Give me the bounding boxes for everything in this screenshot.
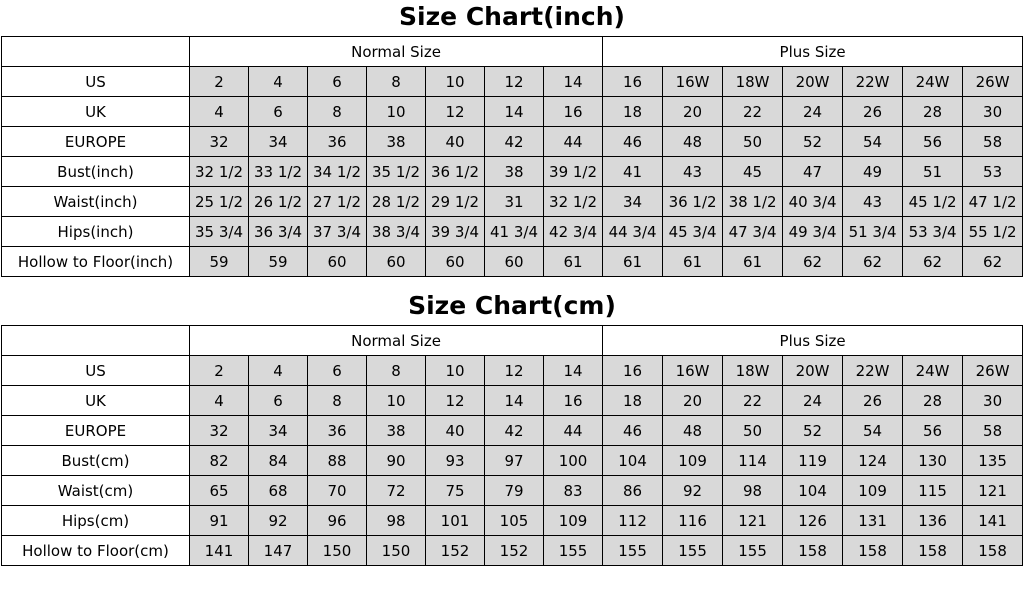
row-label: EUROPE <box>2 127 190 157</box>
cell: 12 <box>485 356 544 386</box>
cell: 36 <box>308 416 367 446</box>
table-row <box>2 386 1023 416</box>
cell: 30 <box>963 97 1023 127</box>
cell: 24W <box>903 356 963 386</box>
cell: 6 <box>249 97 308 127</box>
cell: 4 <box>249 356 308 386</box>
group-header-plus: Plus Size <box>603 326 1023 356</box>
cell: 62 <box>783 247 843 277</box>
cell: 14 <box>485 386 544 416</box>
table-row <box>2 97 1023 127</box>
cell: 16W <box>663 67 723 97</box>
cell: 54 <box>843 127 903 157</box>
cell: 93 <box>426 446 485 476</box>
cell: 61 <box>663 247 723 277</box>
row-label: Hollow to Floor(cm) <box>2 536 190 566</box>
cell: 20 <box>663 97 723 127</box>
cell: 155 <box>723 536 783 566</box>
cell: 112 <box>603 506 663 536</box>
cell: 45 <box>723 157 783 187</box>
cell: 51 <box>903 157 963 187</box>
cell: 26 <box>843 97 903 127</box>
cell: 36 1/2 <box>426 157 485 187</box>
cell: 52 <box>783 127 843 157</box>
cell: 46 <box>603 127 663 157</box>
cell: 18 <box>603 386 663 416</box>
cell: 38 <box>367 416 426 446</box>
cell: 6 <box>308 67 367 97</box>
cell: 60 <box>485 247 544 277</box>
row-label: Hollow to Floor(inch) <box>2 247 190 277</box>
cell: 92 <box>249 506 308 536</box>
cell: 59 <box>190 247 249 277</box>
cell: 61 <box>723 247 783 277</box>
cell: 84 <box>249 446 308 476</box>
cell: 38 1/2 <box>723 187 783 217</box>
cell: 28 <box>903 386 963 416</box>
cell: 62 <box>903 247 963 277</box>
row-label: Waist(cm) <box>2 476 190 506</box>
cell: 41 <box>603 157 663 187</box>
row-label: US <box>2 67 190 97</box>
cell: 35 1/2 <box>367 157 426 187</box>
table-row <box>2 506 1023 536</box>
size-table-cm <box>1 325 1023 566</box>
cell: 32 1/2 <box>190 157 249 187</box>
corner-cell <box>2 37 190 67</box>
cell: 131 <box>843 506 903 536</box>
table-row <box>2 157 1023 187</box>
cell: 16W <box>663 356 723 386</box>
cell: 126 <box>783 506 843 536</box>
cell: 44 <box>544 416 603 446</box>
row-label: Waist(inch) <box>2 187 190 217</box>
cell: 92 <box>663 476 723 506</box>
cell: 58 <box>963 416 1023 446</box>
cell: 104 <box>783 476 843 506</box>
cell: 91 <box>190 506 249 536</box>
cell: 39 1/2 <box>544 157 603 187</box>
cell: 38 3/4 <box>367 217 426 247</box>
cell: 32 <box>190 127 249 157</box>
cell: 28 <box>903 97 963 127</box>
cell: 55 1/2 <box>963 217 1023 247</box>
cell: 43 <box>843 187 903 217</box>
cell: 83 <box>544 476 603 506</box>
cell: 4 <box>249 67 308 97</box>
cell: 109 <box>843 476 903 506</box>
cell: 10 <box>426 356 485 386</box>
cell: 60 <box>426 247 485 277</box>
cell: 22W <box>843 356 903 386</box>
cell: 45 3/4 <box>663 217 723 247</box>
cell: 24W <box>903 67 963 97</box>
table-row-group-header <box>2 37 1023 67</box>
row-label: UK <box>2 97 190 127</box>
cell: 27 1/2 <box>308 187 367 217</box>
cell: 61 <box>603 247 663 277</box>
size-chart-cm-block <box>0 289 1024 566</box>
cell: 96 <box>308 506 367 536</box>
cell: 12 <box>426 386 485 416</box>
cell: 2 <box>190 67 249 97</box>
cell: 72 <box>367 476 426 506</box>
cell: 14 <box>544 356 603 386</box>
cell: 61 <box>544 247 603 277</box>
cell: 105 <box>485 506 544 536</box>
cell: 50 <box>723 416 783 446</box>
table-row <box>2 217 1023 247</box>
row-label: Bust(cm) <box>2 446 190 476</box>
cell: 42 <box>485 127 544 157</box>
cell: 8 <box>308 97 367 127</box>
cell: 12 <box>485 67 544 97</box>
size-table-inch <box>1 36 1023 277</box>
cell: 152 <box>426 536 485 566</box>
cell: 34 <box>249 127 308 157</box>
cell: 79 <box>485 476 544 506</box>
cell: 26W <box>963 67 1023 97</box>
cell: 14 <box>485 97 544 127</box>
cell: 51 3/4 <box>843 217 903 247</box>
table-row <box>2 356 1023 386</box>
cell: 49 3/4 <box>783 217 843 247</box>
cell: 29 1/2 <box>426 187 485 217</box>
cell: 34 <box>603 187 663 217</box>
cell: 158 <box>963 536 1023 566</box>
cell: 60 <box>367 247 426 277</box>
cell: 10 <box>367 386 426 416</box>
cell: 16 <box>544 97 603 127</box>
cell: 100 <box>544 446 603 476</box>
cell: 45 1/2 <box>903 187 963 217</box>
cell: 150 <box>308 536 367 566</box>
cell: 10 <box>367 97 426 127</box>
row-label: Bust(inch) <box>2 157 190 187</box>
cell: 44 <box>544 127 603 157</box>
cell: 4 <box>190 97 249 127</box>
cell: 82 <box>190 446 249 476</box>
cell: 88 <box>308 446 367 476</box>
cell: 18W <box>723 67 783 97</box>
table-row <box>2 127 1023 157</box>
cell: 98 <box>367 506 426 536</box>
cell: 12 <box>426 97 485 127</box>
cell: 150 <box>367 536 426 566</box>
cell: 47 1/2 <box>963 187 1023 217</box>
cell: 16 <box>603 356 663 386</box>
cell: 30 <box>963 386 1023 416</box>
cell: 56 <box>903 416 963 446</box>
cell: 152 <box>485 536 544 566</box>
cell: 6 <box>308 356 367 386</box>
cell: 62 <box>963 247 1023 277</box>
cell: 141 <box>190 536 249 566</box>
cell: 54 <box>843 416 903 446</box>
cell: 155 <box>544 536 603 566</box>
cell: 36 1/2 <box>663 187 723 217</box>
row-label: Hips(cm) <box>2 506 190 536</box>
table-row <box>2 67 1023 97</box>
table-row <box>2 187 1023 217</box>
cell: 53 3/4 <box>903 217 963 247</box>
cell: 38 <box>367 127 426 157</box>
cell: 40 <box>426 416 485 446</box>
cell: 8 <box>367 67 426 97</box>
cell: 40 <box>426 127 485 157</box>
cell: 141 <box>963 506 1023 536</box>
cell: 115 <box>903 476 963 506</box>
table-row-group-header <box>2 326 1023 356</box>
cell: 26 <box>843 386 903 416</box>
cell: 158 <box>843 536 903 566</box>
cell: 20W <box>783 67 843 97</box>
cell: 50 <box>723 127 783 157</box>
cell: 48 <box>663 127 723 157</box>
cell: 25 1/2 <box>190 187 249 217</box>
cell: 36 3/4 <box>249 217 308 247</box>
cell: 41 3/4 <box>485 217 544 247</box>
cell: 22 <box>723 386 783 416</box>
cell: 8 <box>367 356 426 386</box>
cell: 20W <box>783 356 843 386</box>
cell: 121 <box>963 476 1023 506</box>
cell: 40 3/4 <box>783 187 843 217</box>
cell: 18 <box>603 97 663 127</box>
cell: 53 <box>963 157 1023 187</box>
cell: 36 <box>308 127 367 157</box>
cell: 155 <box>663 536 723 566</box>
page-title-cm: Size Chart(cm) <box>408 291 616 320</box>
cell: 60 <box>308 247 367 277</box>
cell: 48 <box>663 416 723 446</box>
cell: 26 1/2 <box>249 187 308 217</box>
cell: 35 3/4 <box>190 217 249 247</box>
cell: 121 <box>723 506 783 536</box>
table-row <box>2 476 1023 506</box>
cell: 101 <box>426 506 485 536</box>
group-header-normal: Normal Size <box>190 326 603 356</box>
cell: 28 1/2 <box>367 187 426 217</box>
cell: 75 <box>426 476 485 506</box>
cell: 38 <box>485 157 544 187</box>
cell: 43 <box>663 157 723 187</box>
cell: 86 <box>603 476 663 506</box>
cell: 62 <box>843 247 903 277</box>
cell: 56 <box>903 127 963 157</box>
cell: 59 <box>249 247 308 277</box>
cell: 32 <box>190 416 249 446</box>
cell: 104 <box>603 446 663 476</box>
cell: 4 <box>190 386 249 416</box>
cell: 24 <box>783 97 843 127</box>
cell: 97 <box>485 446 544 476</box>
cell: 10 <box>426 67 485 97</box>
corner-cell <box>2 326 190 356</box>
cell: 34 <box>249 416 308 446</box>
row-label: UK <box>2 386 190 416</box>
cell: 24 <box>783 386 843 416</box>
cell: 14 <box>544 67 603 97</box>
cell: 44 3/4 <box>603 217 663 247</box>
section-divider <box>0 277 1024 289</box>
cell: 22 <box>723 97 783 127</box>
row-label: Hips(inch) <box>2 217 190 247</box>
cell: 58 <box>963 127 1023 157</box>
cell: 37 3/4 <box>308 217 367 247</box>
cell: 16 <box>603 67 663 97</box>
cell: 33 1/2 <box>249 157 308 187</box>
row-label: US <box>2 356 190 386</box>
cell: 52 <box>783 416 843 446</box>
page-title-inch: Size Chart(inch) <box>399 2 625 31</box>
cell: 135 <box>963 446 1023 476</box>
group-header-normal: Normal Size <box>190 37 603 67</box>
cell: 8 <box>308 386 367 416</box>
cell: 47 <box>783 157 843 187</box>
cell: 42 3/4 <box>544 217 603 247</box>
table-row <box>2 247 1023 277</box>
cell: 98 <box>723 476 783 506</box>
cell: 2 <box>190 356 249 386</box>
size-chart-inch-block <box>0 0 1024 277</box>
cell: 16 <box>544 386 603 416</box>
cell: 109 <box>544 506 603 536</box>
cell: 124 <box>843 446 903 476</box>
cell: 42 <box>485 416 544 446</box>
cell: 20 <box>663 386 723 416</box>
cell: 158 <box>783 536 843 566</box>
row-label: EUROPE <box>2 416 190 446</box>
cell: 114 <box>723 446 783 476</box>
cell: 46 <box>603 416 663 446</box>
cell: 68 <box>249 476 308 506</box>
cell: 26W <box>963 356 1023 386</box>
group-header-plus: Plus Size <box>603 37 1023 67</box>
cell: 6 <box>249 386 308 416</box>
cell: 147 <box>249 536 308 566</box>
cell: 34 1/2 <box>308 157 367 187</box>
cell: 136 <box>903 506 963 536</box>
cell: 39 3/4 <box>426 217 485 247</box>
cell: 18W <box>723 356 783 386</box>
table-row <box>2 446 1023 476</box>
cell: 116 <box>663 506 723 536</box>
cell: 158 <box>903 536 963 566</box>
cell: 119 <box>783 446 843 476</box>
cell: 22W <box>843 67 903 97</box>
cell: 70 <box>308 476 367 506</box>
cell: 90 <box>367 446 426 476</box>
table-row <box>2 416 1023 446</box>
cell: 109 <box>663 446 723 476</box>
cell: 47 3/4 <box>723 217 783 247</box>
cell: 49 <box>843 157 903 187</box>
cell: 130 <box>903 446 963 476</box>
cell: 65 <box>190 476 249 506</box>
table-row <box>2 536 1023 566</box>
cell: 32 1/2 <box>544 187 603 217</box>
cell: 155 <box>603 536 663 566</box>
cell: 31 <box>485 187 544 217</box>
